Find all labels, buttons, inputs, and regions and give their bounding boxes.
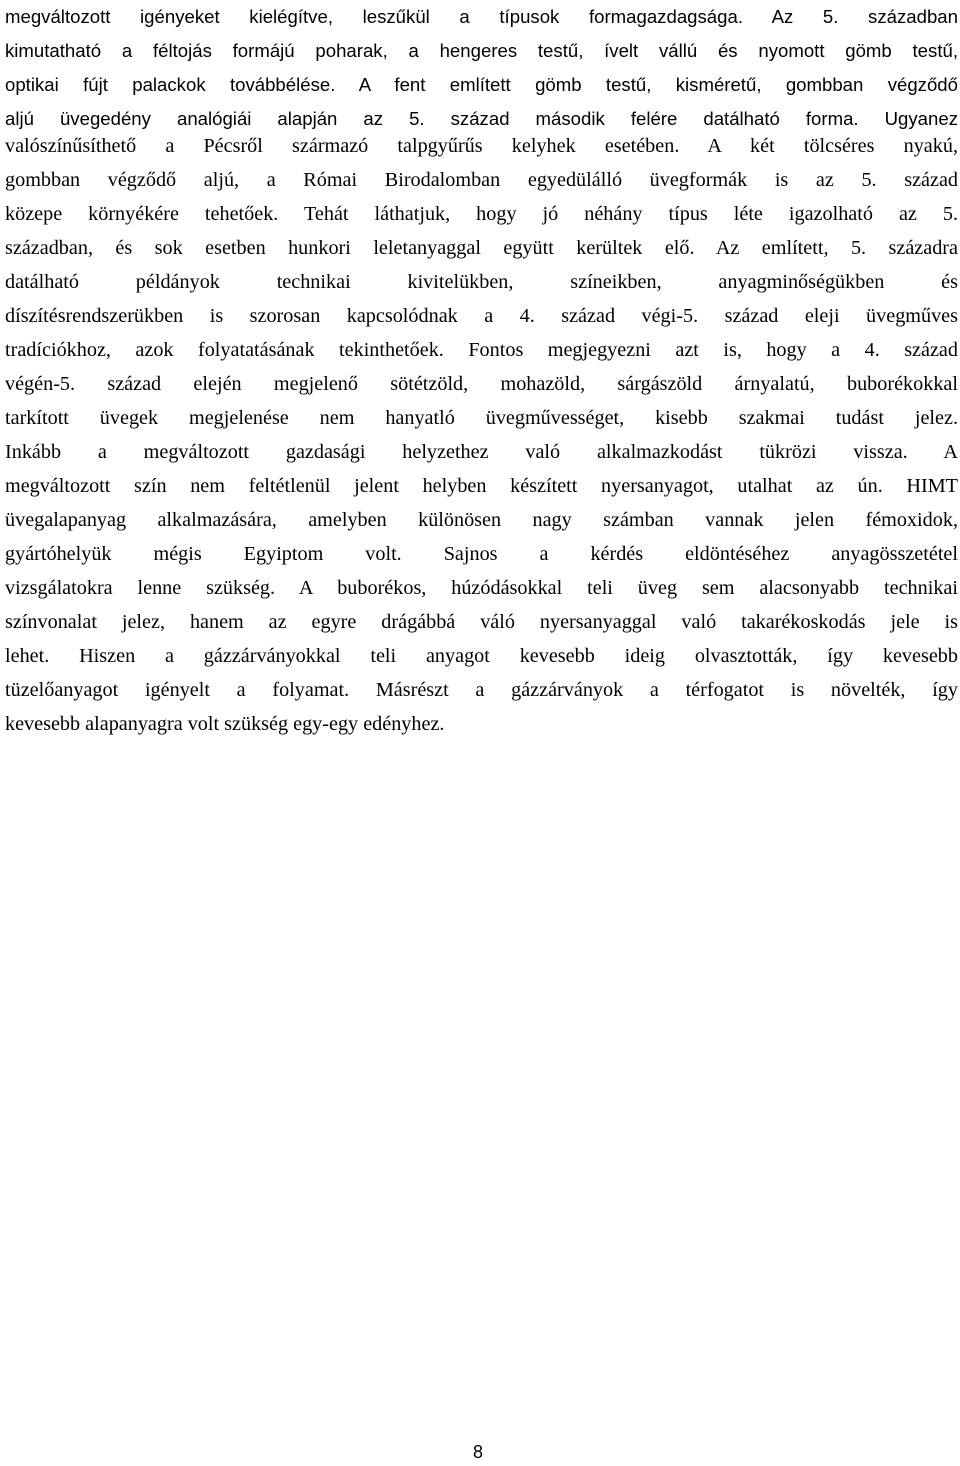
- text-line: tarkított üvegek megjelenése nem hanyatló üvegművességet, kisebb szakmai tudást jelez.: [5, 407, 958, 429]
- text-line: megváltozott igényeket kielégítve, leszűkül a típusok formagazdagsága. Az 5. században: [5, 6, 958, 27]
- text-line: közepe környékére tehetőek. Tehát láthatjuk, hogy jó néhány típus léte igazolható az 5.: [5, 203, 958, 225]
- text-line: lehet. Hiszen a gázzárványokkal teli anyagot kevesebb ideig olvasztották, így kevesebb: [5, 645, 958, 667]
- text-line: üvegalapanyag alkalmazására, amelyben különösen nagy számban vannak jelen fémoxidok,: [5, 509, 958, 531]
- text-line: gyártóhelyük mégis Egyiptom volt. Sajnos a kérdés eldöntéséhez anyagösszetétel: [5, 543, 958, 565]
- text-line: díszítésrendszerükben is szorosan kapcsolódnak a 4. század végi-5. század eleji üvegműves: [5, 305, 958, 327]
- text-line: datálható példányok technikai kivitelükben, színeikben, anyagminőségükben és: [5, 271, 958, 293]
- text-line: színvonalat jelez, hanem az egyre drágábbá váló nyersanyaggal való takarékoskodás jele is: [5, 611, 958, 633]
- text-line: optikai fújt palackok továbbélése. A fent említett gömb testű, kisméretű, gombban végződő: [5, 74, 958, 95]
- text-line: gombban végződő aljú, a Római Birodalomban egyedülálló üvegformák is az 5. század: [5, 169, 958, 191]
- text-line: században, és sok esetben hunkori leletanyaggal együtt kerültek elő. Az említett, 5. századra: [5, 237, 958, 259]
- text-line: valószínűsíthető a Pécsről származó talpgyűrűs kelyhek esetében. A két tölcséres nyakú,: [5, 135, 958, 157]
- text-line: tradíciókhoz, azok folyatatásának tekinthetőek. Fontos megjegyezni azt is, hogy a 4. század: [5, 339, 958, 361]
- text-line: aljú üvegedény analógiái alapján az 5. század második felére datálható forma. Ugyanez: [5, 108, 958, 129]
- document-page: [5, 0, 958, 1466]
- text-line: Inkább a megváltozott gazdasági helyzethez való alkalmazkodást tükrözi vissza. A: [5, 441, 958, 463]
- text-line: vizsgálatokra lenne szükség. A buborékos, húzódásokkal teli üveg sem alacsonyabb technikai: [5, 577, 958, 599]
- text-line: kimutatható a féltojás formájú poharak, a hengeres testű, ívelt vállú és nyomott gömb testű,: [5, 40, 958, 61]
- text-line: kevesebb alapanyagra volt szükség egy-egy edényhez.: [5, 713, 445, 735]
- text-line: végén-5. század elején megjelenő sötétzöld, mohazöld, sárgászöld árnyalatú, buborékokkal: [5, 373, 958, 395]
- page-number: 8: [472, 1442, 483, 1462]
- text-line: megváltozott szín nem feltétlenül jelent helyben készített nyersanyagot, utalhat az ún. HIMT: [5, 475, 958, 497]
- text-line: tüzelőanyagot igényelt a folyamat. Másrészt a gázzárványok a térfogatot is növelték, így: [5, 679, 958, 701]
